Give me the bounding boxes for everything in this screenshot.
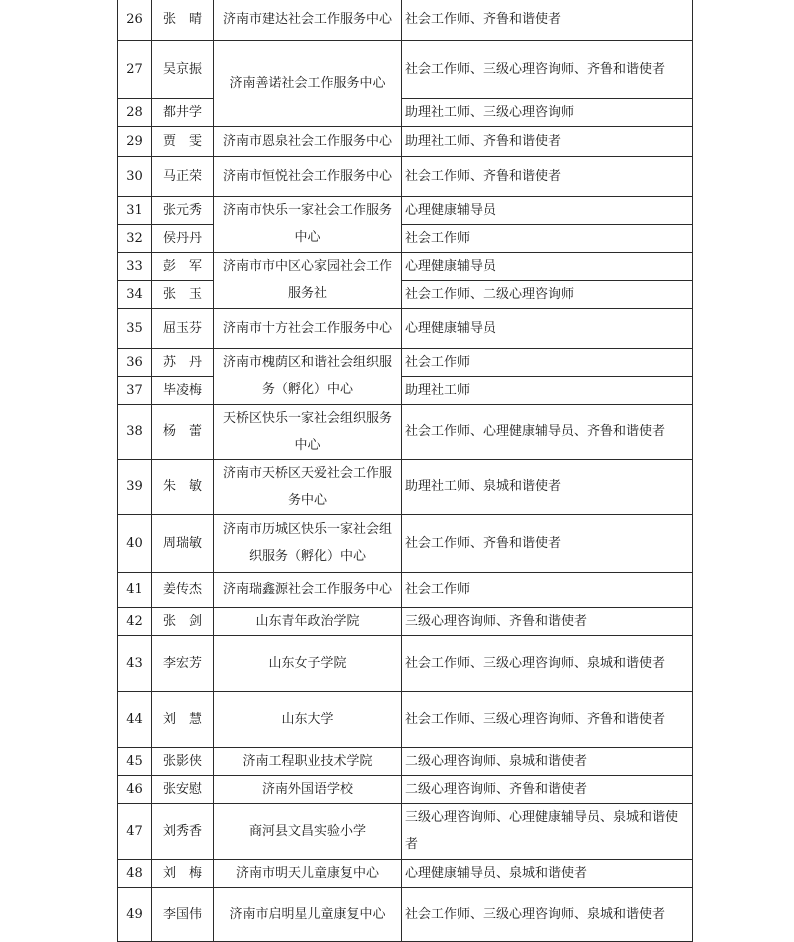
row-number: 37 bbox=[118, 376, 152, 404]
organization: 济南市建达社会工作服务中心 bbox=[214, 0, 402, 40]
person-name: 刘秀香 bbox=[152, 803, 214, 859]
qualifications: 三级心理咨询师、心理健康辅导员、泉城和谐使者 bbox=[402, 803, 693, 859]
organization: 济南市槐荫区和谐社会组织服务（孵化）中心 bbox=[214, 348, 402, 404]
qualifications: 社会工作师、心理健康辅导员、齐鲁和谐使者 bbox=[402, 404, 693, 459]
organization: 天桥区快乐一家社会组织服务中心 bbox=[214, 404, 402, 459]
person-name: 贾 雯 bbox=[152, 126, 214, 156]
row-number: 39 bbox=[118, 459, 152, 514]
table-row bbox=[118, 224, 693, 252]
row-number: 40 bbox=[118, 514, 152, 572]
row-number: 49 bbox=[118, 887, 152, 941]
qualifications: 助理社工师、泉城和谐使者 bbox=[402, 459, 693, 514]
organization: 济南瑞鑫源社会工作服务中心 bbox=[214, 572, 402, 607]
table-row bbox=[118, 859, 693, 887]
row-number: 46 bbox=[118, 775, 152, 803]
person-name: 屈玉芬 bbox=[152, 308, 214, 348]
qualifications: 三级心理咨询师、齐鲁和谐使者 bbox=[402, 607, 693, 635]
qualifications: 助理社工师 bbox=[402, 376, 693, 404]
qualifications: 社会工作师 bbox=[402, 224, 693, 252]
qualifications: 二级心理咨询师、泉城和谐使者 bbox=[402, 747, 693, 775]
person-name: 彭 军 bbox=[152, 252, 214, 280]
table-row bbox=[118, 887, 693, 941]
organization: 济南市十方社会工作服务中心 bbox=[214, 308, 402, 348]
row-number: 27 bbox=[118, 40, 152, 98]
qualifications: 社会工作师 bbox=[402, 348, 693, 376]
table-row bbox=[118, 775, 693, 803]
table-row bbox=[118, 404, 693, 459]
row-number: 42 bbox=[118, 607, 152, 635]
row-number: 31 bbox=[118, 196, 152, 224]
row-number: 45 bbox=[118, 747, 152, 775]
qualifications: 心理健康辅导员 bbox=[402, 308, 693, 348]
table-row bbox=[118, 98, 693, 126]
row-number: 48 bbox=[118, 859, 152, 887]
row-number: 35 bbox=[118, 308, 152, 348]
table-row bbox=[118, 0, 693, 40]
qualifications: 社会工作师、三级心理咨询师、齐鲁和谐使者 bbox=[402, 691, 693, 747]
person-name: 毕凌梅 bbox=[152, 376, 214, 404]
row-number: 41 bbox=[118, 572, 152, 607]
person-name: 张 玉 bbox=[152, 280, 214, 308]
qualifications: 社会工作师、齐鲁和谐使者 bbox=[402, 514, 693, 572]
qualifications: 社会工作师、齐鲁和谐使者 bbox=[402, 0, 693, 40]
row-number: 33 bbox=[118, 252, 152, 280]
table-row bbox=[118, 308, 693, 348]
person-name: 苏 丹 bbox=[152, 348, 214, 376]
organization: 山东青年政治学院 bbox=[214, 607, 402, 635]
person-name: 朱 敏 bbox=[152, 459, 214, 514]
table-row bbox=[118, 691, 693, 747]
table-row bbox=[118, 803, 693, 859]
document-page bbox=[117, 0, 693, 942]
person-name: 张 剑 bbox=[152, 607, 214, 635]
table-row bbox=[118, 459, 693, 514]
person-name: 张元秀 bbox=[152, 196, 214, 224]
organization: 济南市天桥区天爱社会工作服务中心 bbox=[214, 459, 402, 514]
person-name: 周瑞敏 bbox=[152, 514, 214, 572]
row-number: 28 bbox=[118, 98, 152, 126]
table-row bbox=[118, 156, 693, 196]
person-name: 杨 蕾 bbox=[152, 404, 214, 459]
table-row bbox=[118, 514, 693, 572]
person-name: 张影侠 bbox=[152, 747, 214, 775]
table-row bbox=[118, 348, 693, 376]
table-row bbox=[118, 40, 693, 98]
qualifications: 社会工作师、齐鲁和谐使者 bbox=[402, 156, 693, 196]
qualifications: 社会工作师、三级心理咨询师、泉城和谐使者 bbox=[402, 635, 693, 691]
person-name: 刘 梅 bbox=[152, 859, 214, 887]
qualifications: 心理健康辅导员、泉城和谐使者 bbox=[402, 859, 693, 887]
qualifications: 社会工作师、三级心理咨询师、齐鲁和谐使者 bbox=[402, 40, 693, 98]
organization: 山东女子学院 bbox=[214, 635, 402, 691]
row-number: 30 bbox=[118, 156, 152, 196]
organization: 济南市市中区心家园社会工作服务社 bbox=[214, 252, 402, 308]
row-number: 32 bbox=[118, 224, 152, 252]
organization: 济南市快乐一家社会工作服务中心 bbox=[214, 196, 402, 252]
qualifications: 心理健康辅导员 bbox=[402, 252, 693, 280]
organization: 山东大学 bbox=[214, 691, 402, 747]
table-row bbox=[118, 196, 693, 224]
qualifications: 助理社工师、齐鲁和谐使者 bbox=[402, 126, 693, 156]
table-row bbox=[118, 376, 693, 404]
organization: 济南市明天儿童康复中心 bbox=[214, 859, 402, 887]
table-row bbox=[118, 635, 693, 691]
row-number: 38 bbox=[118, 404, 152, 459]
table-row bbox=[118, 572, 693, 607]
person-name: 张安慰 bbox=[152, 775, 214, 803]
person-name: 姜传杰 bbox=[152, 572, 214, 607]
row-number: 43 bbox=[118, 635, 152, 691]
qualifications: 社会工作师、三级心理咨询师、泉城和谐使者 bbox=[402, 887, 693, 941]
person-name: 都井学 bbox=[152, 98, 214, 126]
organization: 济南外国语学校 bbox=[214, 775, 402, 803]
row-number: 29 bbox=[118, 126, 152, 156]
organization: 济南市恒悦社会工作服务中心 bbox=[214, 156, 402, 196]
row-number: 47 bbox=[118, 803, 152, 859]
qualifications: 社会工作师、二级心理咨询师 bbox=[402, 280, 693, 308]
row-number: 36 bbox=[118, 348, 152, 376]
organization: 济南市启明星儿童康复中心 bbox=[214, 887, 402, 941]
person-name: 吴京振 bbox=[152, 40, 214, 98]
table-row bbox=[118, 607, 693, 635]
qualifications: 助理社工师、三级心理咨询师 bbox=[402, 98, 693, 126]
person-name: 刘 慧 bbox=[152, 691, 214, 747]
row-number: 34 bbox=[118, 280, 152, 308]
qualifications: 心理健康辅导员 bbox=[402, 196, 693, 224]
qualifications: 社会工作师 bbox=[402, 572, 693, 607]
table-row bbox=[118, 747, 693, 775]
row-number: 44 bbox=[118, 691, 152, 747]
table-row bbox=[118, 252, 693, 280]
person-name: 张 晴 bbox=[152, 0, 214, 40]
person-name: 李宏芳 bbox=[152, 635, 214, 691]
personnel-table bbox=[117, 0, 693, 942]
table-row bbox=[118, 126, 693, 156]
organization: 济南善诺社会工作服务中心 bbox=[214, 40, 402, 126]
person-name: 侯丹丹 bbox=[152, 224, 214, 252]
qualifications: 二级心理咨询师、齐鲁和谐使者 bbox=[402, 775, 693, 803]
organization: 商河县文昌实验小学 bbox=[214, 803, 402, 859]
person-name: 马正荣 bbox=[152, 156, 214, 196]
organization: 济南工程职业技术学院 bbox=[214, 747, 402, 775]
person-name: 李国伟 bbox=[152, 887, 214, 941]
organization: 济南市历城区快乐一家社会组织服务（孵化）中心 bbox=[214, 514, 402, 572]
row-number: 26 bbox=[118, 0, 152, 40]
table-row bbox=[118, 280, 693, 308]
organization: 济南市恩泉社会工作服务中心 bbox=[214, 126, 402, 156]
